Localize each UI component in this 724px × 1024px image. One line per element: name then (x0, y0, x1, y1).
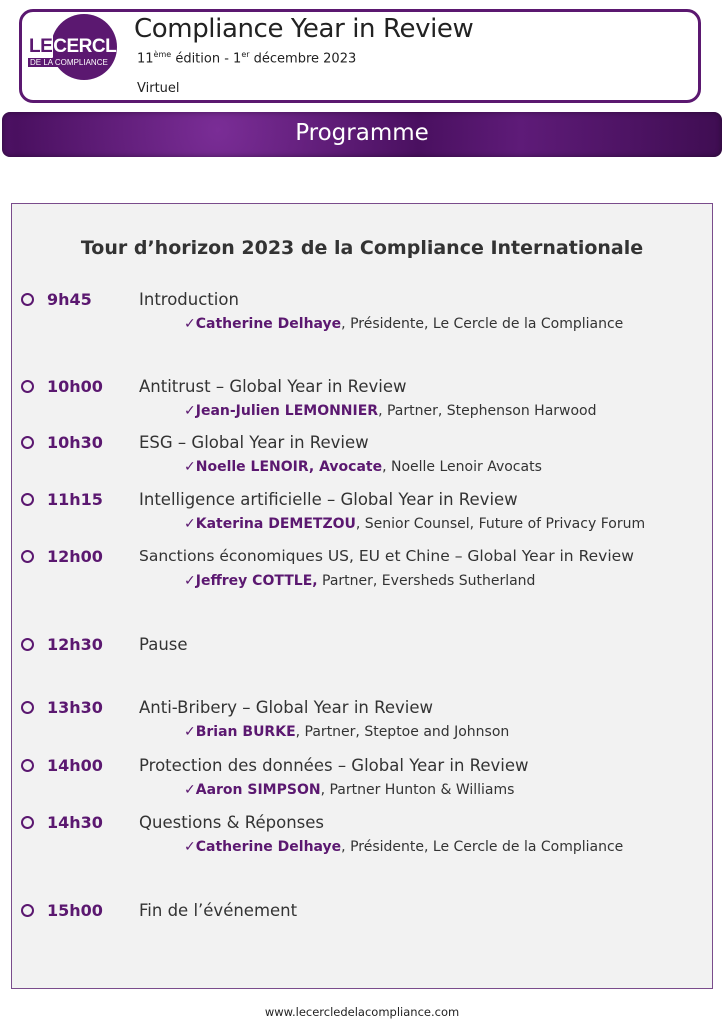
page-title: Compliance Year in Review (134, 14, 474, 44)
checkmark-icon: ✓ (184, 459, 196, 475)
agenda-speaker: ✓Noelle LENOIR, Avocate, Noelle Lenoir Avocats (184, 459, 542, 475)
programme-panel (11, 203, 713, 989)
agenda-speaker: ✓Jean-Julien LEMONNIER, Partner, Stephenson Harwood (184, 403, 597, 419)
agenda-session: Antitrust – Global Year in Review (139, 377, 407, 396)
checkmark-icon: ✓ (184, 573, 196, 589)
agenda-speaker: ✓Catherine Delhaye, Présidente, Le Cercle de la Compliance (184, 839, 624, 855)
agenda-session: Pause (139, 635, 188, 654)
agenda-session: Intelligence artificielle – Global Year in Review (139, 490, 518, 509)
checkmark-icon: ✓ (184, 724, 196, 740)
agenda-time: 13h30 (47, 698, 103, 717)
checkmark-icon: ✓ (184, 316, 196, 332)
agenda-time: 12h30 (47, 635, 103, 654)
agenda-session: Fin de l’événement (139, 901, 298, 920)
banner-label: Programme (295, 120, 429, 146)
agenda-session: Questions & Réponses (139, 813, 324, 832)
programme-title: Tour d’horizon 2023 de la Compliance Internationale (80, 237, 644, 259)
circle-bullet-icon (21, 701, 34, 714)
agenda-speaker: ✓Brian BURKE, Partner, Steptoe and Johnson (184, 724, 510, 740)
circle-bullet-icon (21, 759, 34, 772)
agenda-time: 15h00 (47, 901, 103, 920)
footer-url[interactable]: www.lecercledelacompliance.com (264, 1005, 460, 1019)
agenda-speaker: ✓Jeffrey COTTLE, Partner, Eversheds Sutherland (184, 573, 536, 589)
agenda-time: 11h15 (47, 490, 103, 509)
agenda-session: Sanctions économiques US, EU et Chine – Global Year in Review (139, 547, 634, 565)
logo (28, 14, 129, 86)
checkmark-icon: ✓ (184, 516, 196, 532)
circle-bullet-icon (21, 904, 34, 917)
agenda-time: 14h00 (47, 756, 103, 775)
agenda-time: 10h00 (47, 377, 103, 396)
circle-bullet-icon (21, 436, 34, 449)
agenda-time: 10h30 (47, 433, 103, 452)
agenda-time: 12h00 (47, 547, 103, 566)
programme-banner (2, 112, 722, 157)
edition-date: 11ème édition - 1er décembre 2023 (137, 50, 357, 67)
circle-bullet-icon (21, 816, 34, 829)
circle-bullet-icon (21, 550, 34, 563)
agenda-session: Introduction (139, 290, 239, 309)
agenda-session: Protection des données – Global Year in Review (139, 756, 529, 775)
checkmark-icon: ✓ (184, 839, 196, 855)
circle-bullet-icon (21, 380, 34, 393)
agenda-session: Anti-Bribery – Global Year in Review (139, 698, 433, 717)
agenda-time: 14h30 (47, 813, 103, 832)
circle-bullet-icon (21, 293, 34, 306)
agenda-time: 9h45 (47, 290, 92, 309)
agenda-speaker: ✓Aaron SIMPSON, Partner Hunton & Williams (184, 782, 515, 798)
logo-wordmark: LECERCLE (29, 36, 129, 57)
agenda-session: ESG – Global Year in Review (139, 433, 369, 452)
circle-bullet-icon (21, 638, 34, 651)
event-location: Virtuel (137, 81, 180, 96)
circle-bullet-icon (21, 493, 34, 506)
logo-subtitle: DE LA COMPLIANCE (30, 58, 108, 67)
checkmark-icon: ✓ (184, 782, 196, 798)
agenda-speaker: ✓Katerina DEMETZOU, Senior Counsel, Future of Privacy Forum (184, 516, 646, 532)
checkmark-icon: ✓ (184, 403, 196, 419)
agenda-speaker: ✓Catherine Delhaye, Présidente, Le Cercle de la Compliance (184, 316, 624, 332)
